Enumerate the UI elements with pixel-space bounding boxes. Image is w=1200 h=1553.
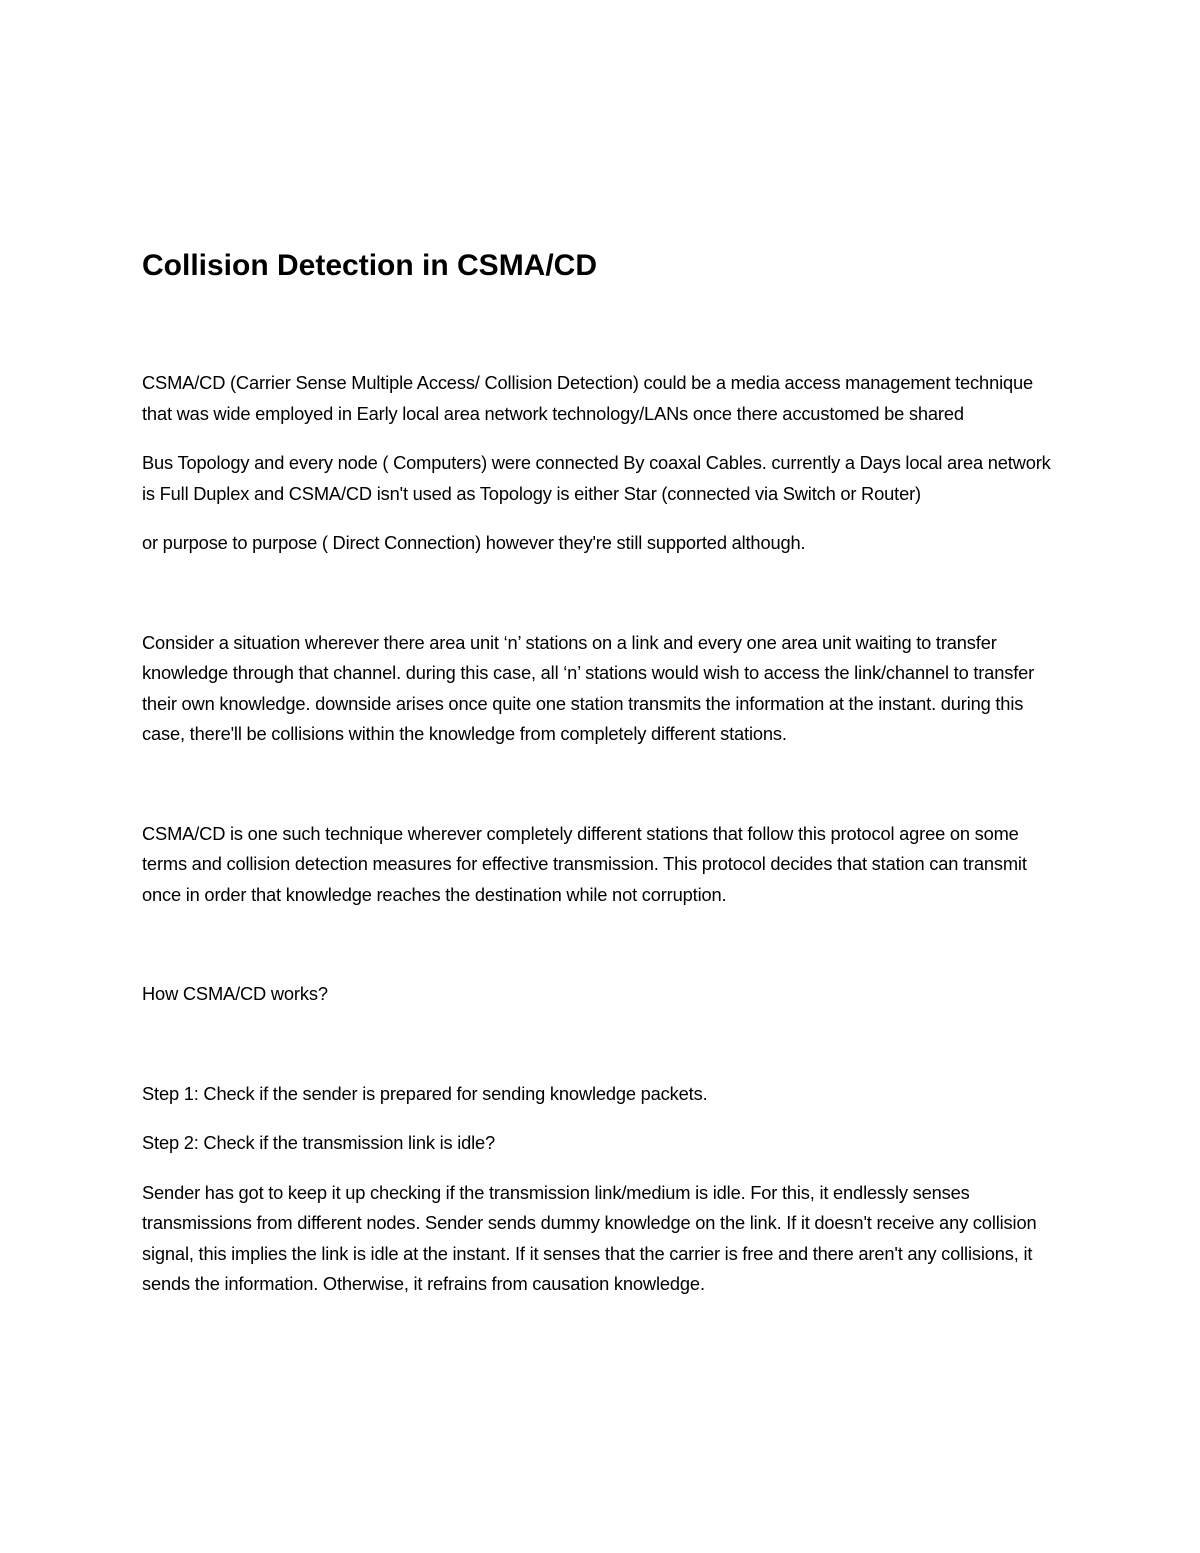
spacer: [142, 429, 1062, 448]
paragraph-technique: CSMA/CD is one such technique wherever completely different stations that follow this protocol agree on some terms and collision detection measures for effective transmission. This protocol decides that station can transmit once in order that knowledge reaches the destination while not corruption.: [142, 822, 1027, 905]
step-1: Step 1: Check if the sender is prepared for sending knowledge packets.: [142, 1082, 708, 1104]
spacer: [142, 1109, 1062, 1128]
paragraph-bus-topology: Bus Topology and every node ( Computers) were connected By coaxal Cables. currently a Days local area network is Full Duplex and CSMA/CD isn't used as Topology is either Star (connected via Switch or Router): [142, 452, 1051, 504]
document-body: [142, 246, 1062, 1300]
spacer: [142, 750, 1062, 819]
spacer: [142, 1159, 1062, 1178]
spacer: [142, 910, 1062, 979]
paragraph-csma-intro: CSMA/CD (Carrier Sense Multiple Access/ Collision Detection) could be a media access management technique that was wide employed in Early local area network technology/LANs once there accustomed be shared: [142, 372, 1034, 424]
spacer: [142, 559, 1062, 628]
document-title: Collision Detection in CSMA/CD: [142, 249, 598, 282]
step-2: Step 2: Check if the transmission link is idle?: [142, 1132, 496, 1153]
spacer: [142, 509, 1062, 528]
paragraph-sender-checking: Sender has got to keep it up checking if the transmission link/medium is idle. For this, it endlessly senses transmissions from different nodes. Sender sends dummy knowledge on the link. If it doesn't receive any collision signal, this implies the link is idle at the instant. If it senses that the carrier is free and there aren't any collisions, it sends the information. Otherwise, it refrains from causation knowledge.: [142, 1181, 1037, 1294]
spacer: [142, 1010, 1062, 1079]
paragraph-point-to-point: or purpose to purpose ( Direct Connection) however they're still supported although.: [142, 532, 806, 553]
paragraph-n-stations: Consider a situation wherever there area unit ‘n’ stations on a link and every one area unit waiting to transfer knowledge through that channel. during this case, all ‘n’ stations would wish to access the link/channel to transfer their own knowledge. downside arises once quite one station transmits the information at the instant. during this case, there'll be collisions within the knowledge from completely different stations.: [142, 631, 1035, 744]
section-heading-how-it-works: How CSMA/CD works?: [142, 983, 328, 1004]
spacer: [142, 286, 1062, 368]
